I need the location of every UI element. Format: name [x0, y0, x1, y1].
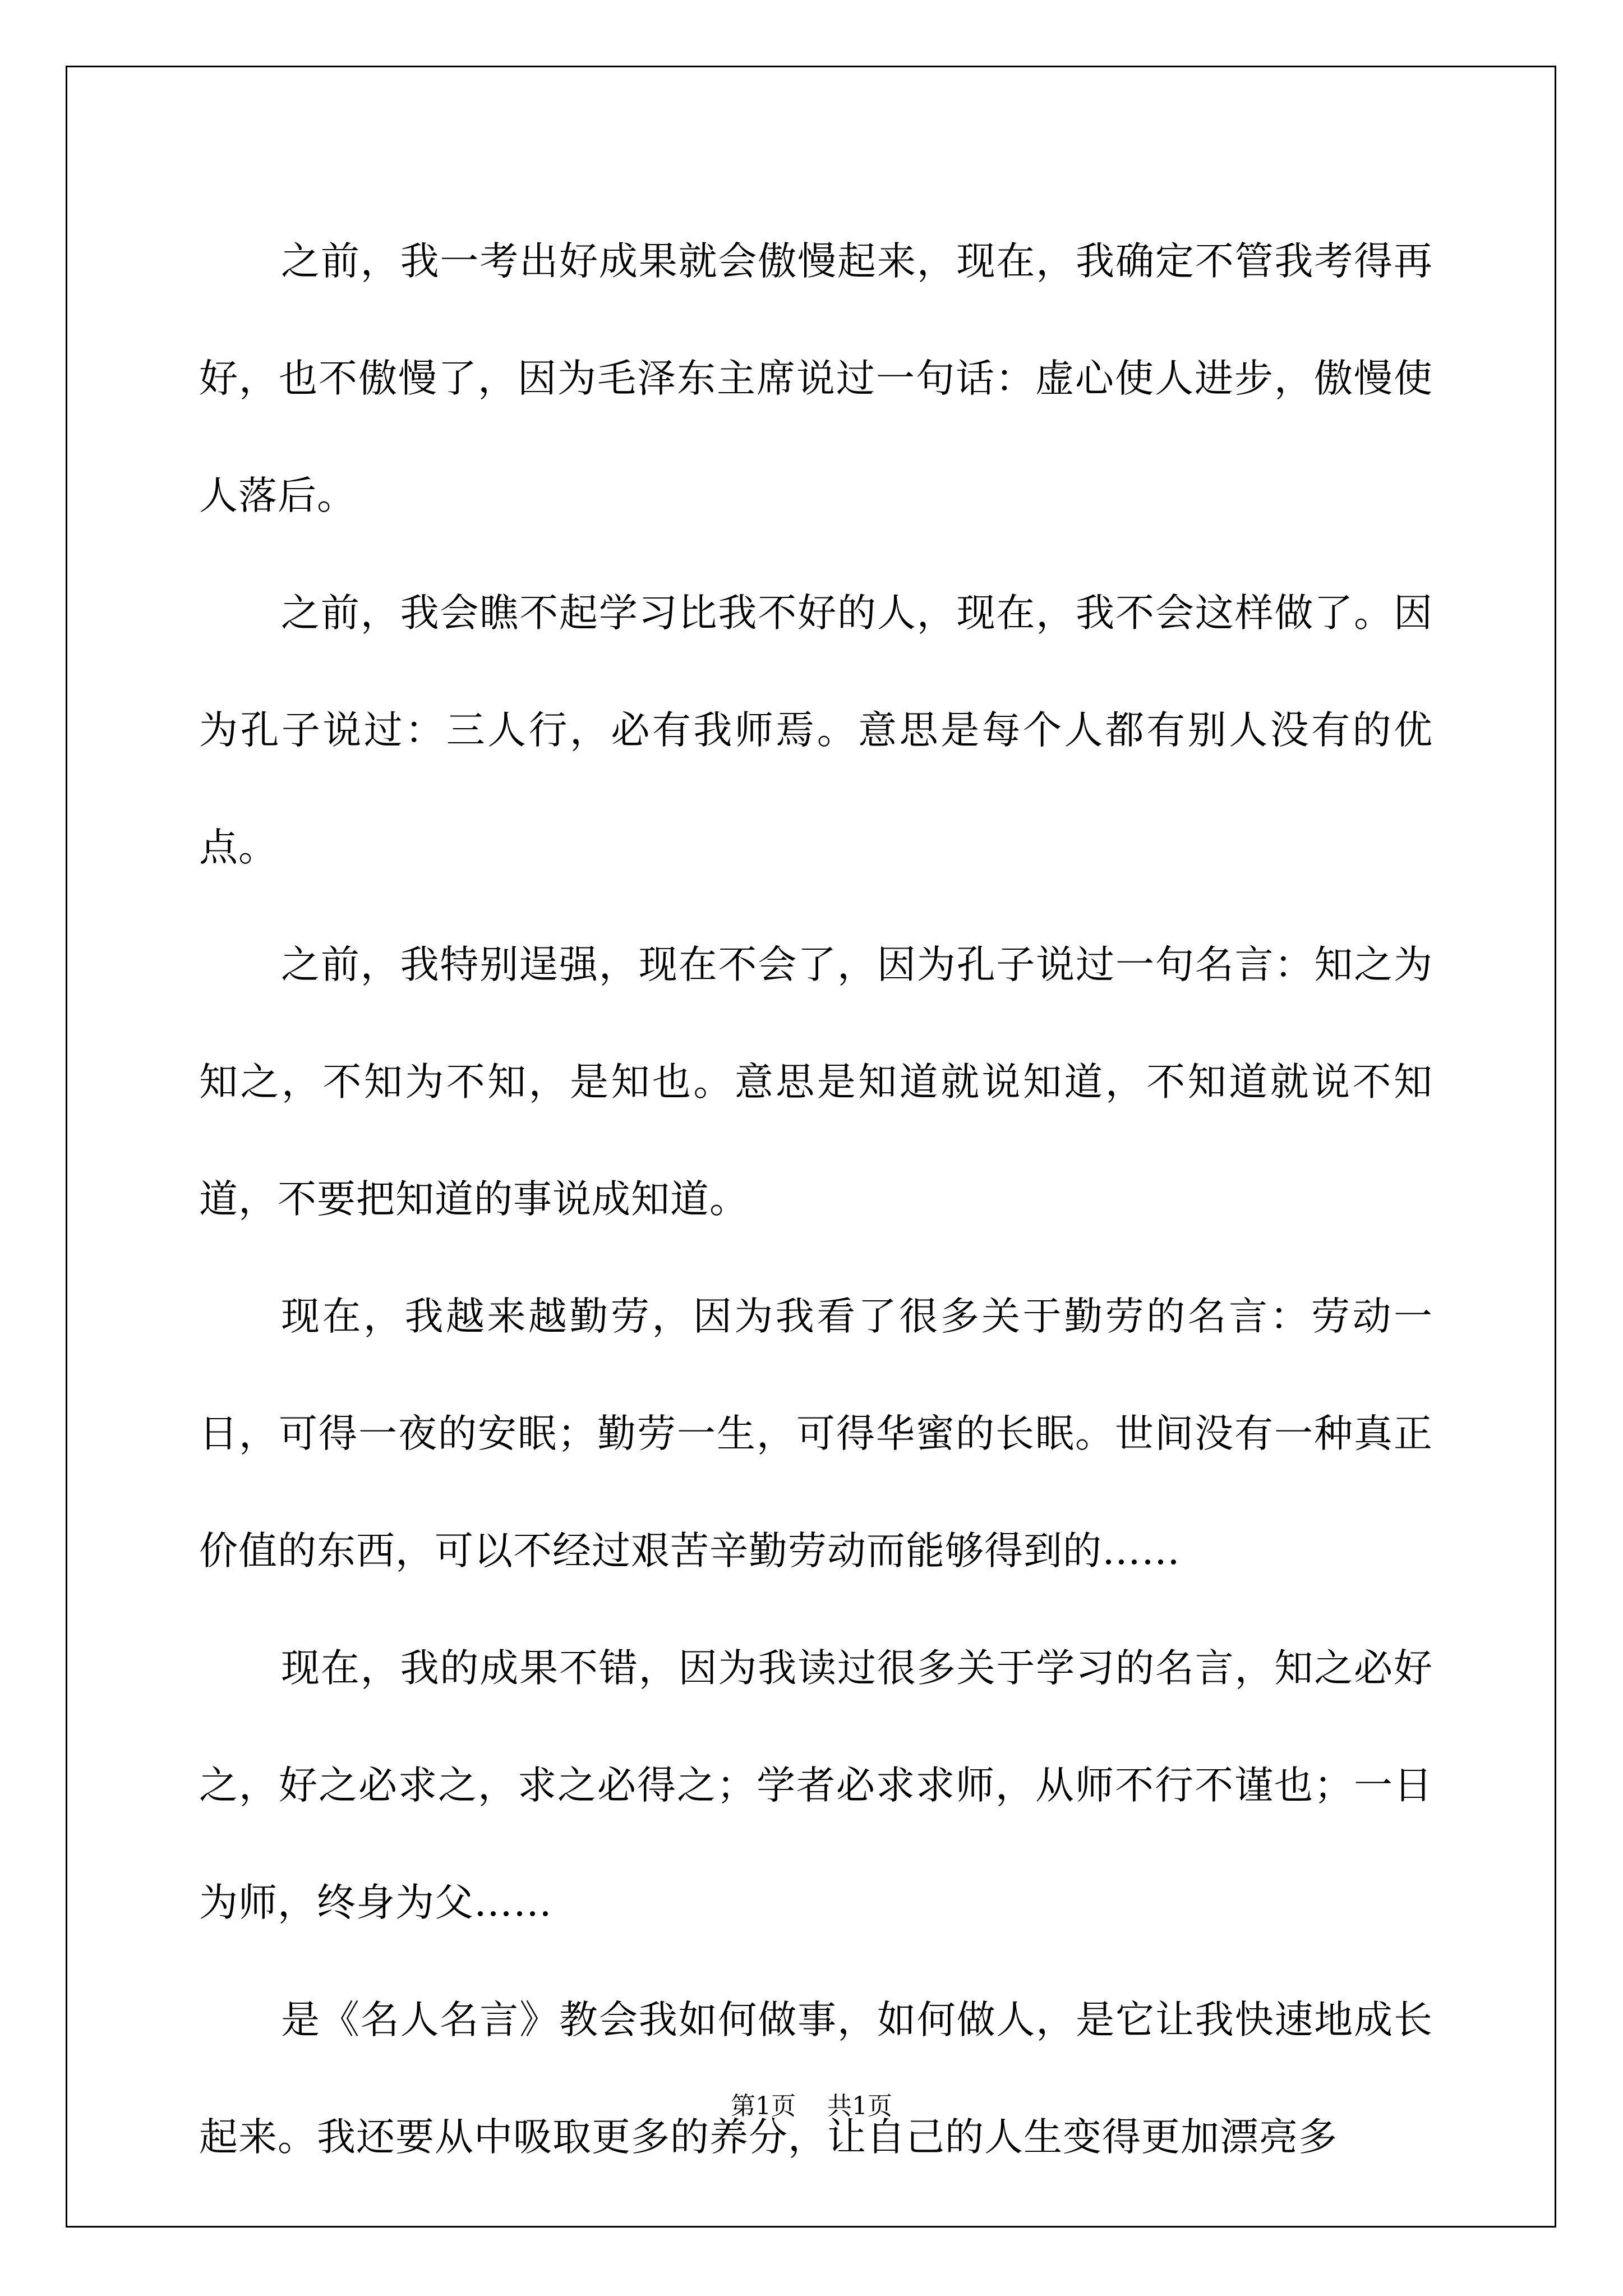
page-number-footer — [0, 2090, 1623, 2123]
paragraph-3: 之前，我特别逞强，现在不会了，因为孔子说过一句名言：知之为知之，不知为不知，是知也。意思是知道就说知道，不知道就说不知道，不要把知道的事说成知道。 — [199, 942, 1433, 1222]
paragraph-5: 现在，我的成果不错，因为我读过很多关于学习的名言，知之必好之，好之必求之，求之必得之；学者必求求师，从师不行不谨也；一日为师，终身为父…… — [199, 1646, 1433, 1925]
page-indicator: 第1页 共1页 — [731, 2092, 892, 2120]
document-body — [199, 203, 1433, 2196]
paragraph-4: 现在，我越来越勤劳，因为我看了很多关于勤劳的名言：劳动一日，可得一夜的安眠；勤劳一生，可得华蜜的长眠。世间没有一种真正价值的东西，可以不经过艰苦辛勤劳动而能够得到的…… — [199, 1294, 1433, 1573]
paragraph-6: 是《名人名言》教会我如何做事，如何做人，是它让我快速地成长起来。我还要从中吸取更多的养分，让自己的人生变得更加漂亮多 — [199, 1998, 1433, 2160]
paragraph-1: 之前，我一考出好成果就会傲慢起来，现在，我确定不管我考得再好，也不傲慢了，因为毛泽东主席说过一句话：虚心使人进步，傲慢使人落后。 — [199, 239, 1433, 518]
paragraph-2: 之前，我会瞧不起学习比我不好的人，现在，我不会这样做了。因为孔子说过：三人行，必有我师焉。意思是每个人都有别人没有的优点。 — [199, 591, 1433, 870]
